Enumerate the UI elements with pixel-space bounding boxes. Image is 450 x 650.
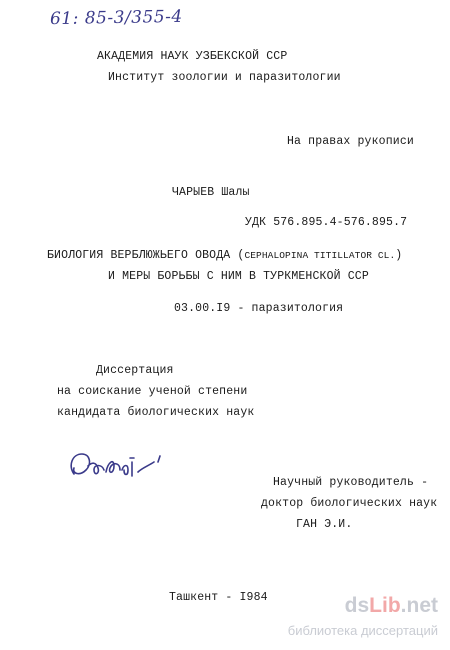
city-year: Ташкент - I984 bbox=[169, 591, 268, 604]
degree-line-1: Диссертация bbox=[96, 364, 174, 377]
degree-line-2: на соискание ученой степени bbox=[57, 385, 248, 398]
degree-line-3: кандидата биологических наук bbox=[57, 406, 255, 419]
title-latin-name: CEPHALOPINA TITILLATOR CL. bbox=[244, 250, 396, 261]
title-line-2: И МЕРЫ БОРЬБЫ С НИМ В ТУРКМЕНСКОЙ ССР bbox=[108, 270, 369, 283]
rights-note: На правах рукописи bbox=[287, 135, 414, 148]
institute-name: Институт зоологии и паразитологии bbox=[108, 71, 341, 84]
supervisor-line-2: доктор биологических наук bbox=[261, 497, 438, 510]
author-name: ЧАРЫЕВ Шалы bbox=[172, 186, 250, 199]
supervisor-name: ГАН Э.И. bbox=[296, 518, 353, 531]
title-main: БИОЛОГИЯ ВЕРБЛЮЖЬЕГО ОВОДА ( bbox=[47, 249, 245, 262]
udc-code: УДК 576.895.4-576.895.7 bbox=[245, 216, 408, 229]
title-line-1 bbox=[47, 249, 402, 263]
author-signature bbox=[64, 444, 184, 488]
specialty-code: 03.00.I9 - паразитология bbox=[174, 302, 344, 315]
supervisor-line-1: Научный руководитель - bbox=[273, 476, 429, 489]
dslib-watermark-logo: dsLib.net bbox=[344, 594, 438, 617]
handwritten-catalog-code: 61: 85-3/355-4 bbox=[49, 6, 183, 30]
title-paren: ) bbox=[395, 249, 403, 262]
academy-name: АКАДЕМИЯ НАУК УЗБЕКСКОЙ ССР bbox=[97, 50, 288, 63]
dslib-watermark-subtitle: библиотека диссертаций bbox=[287, 623, 438, 638]
